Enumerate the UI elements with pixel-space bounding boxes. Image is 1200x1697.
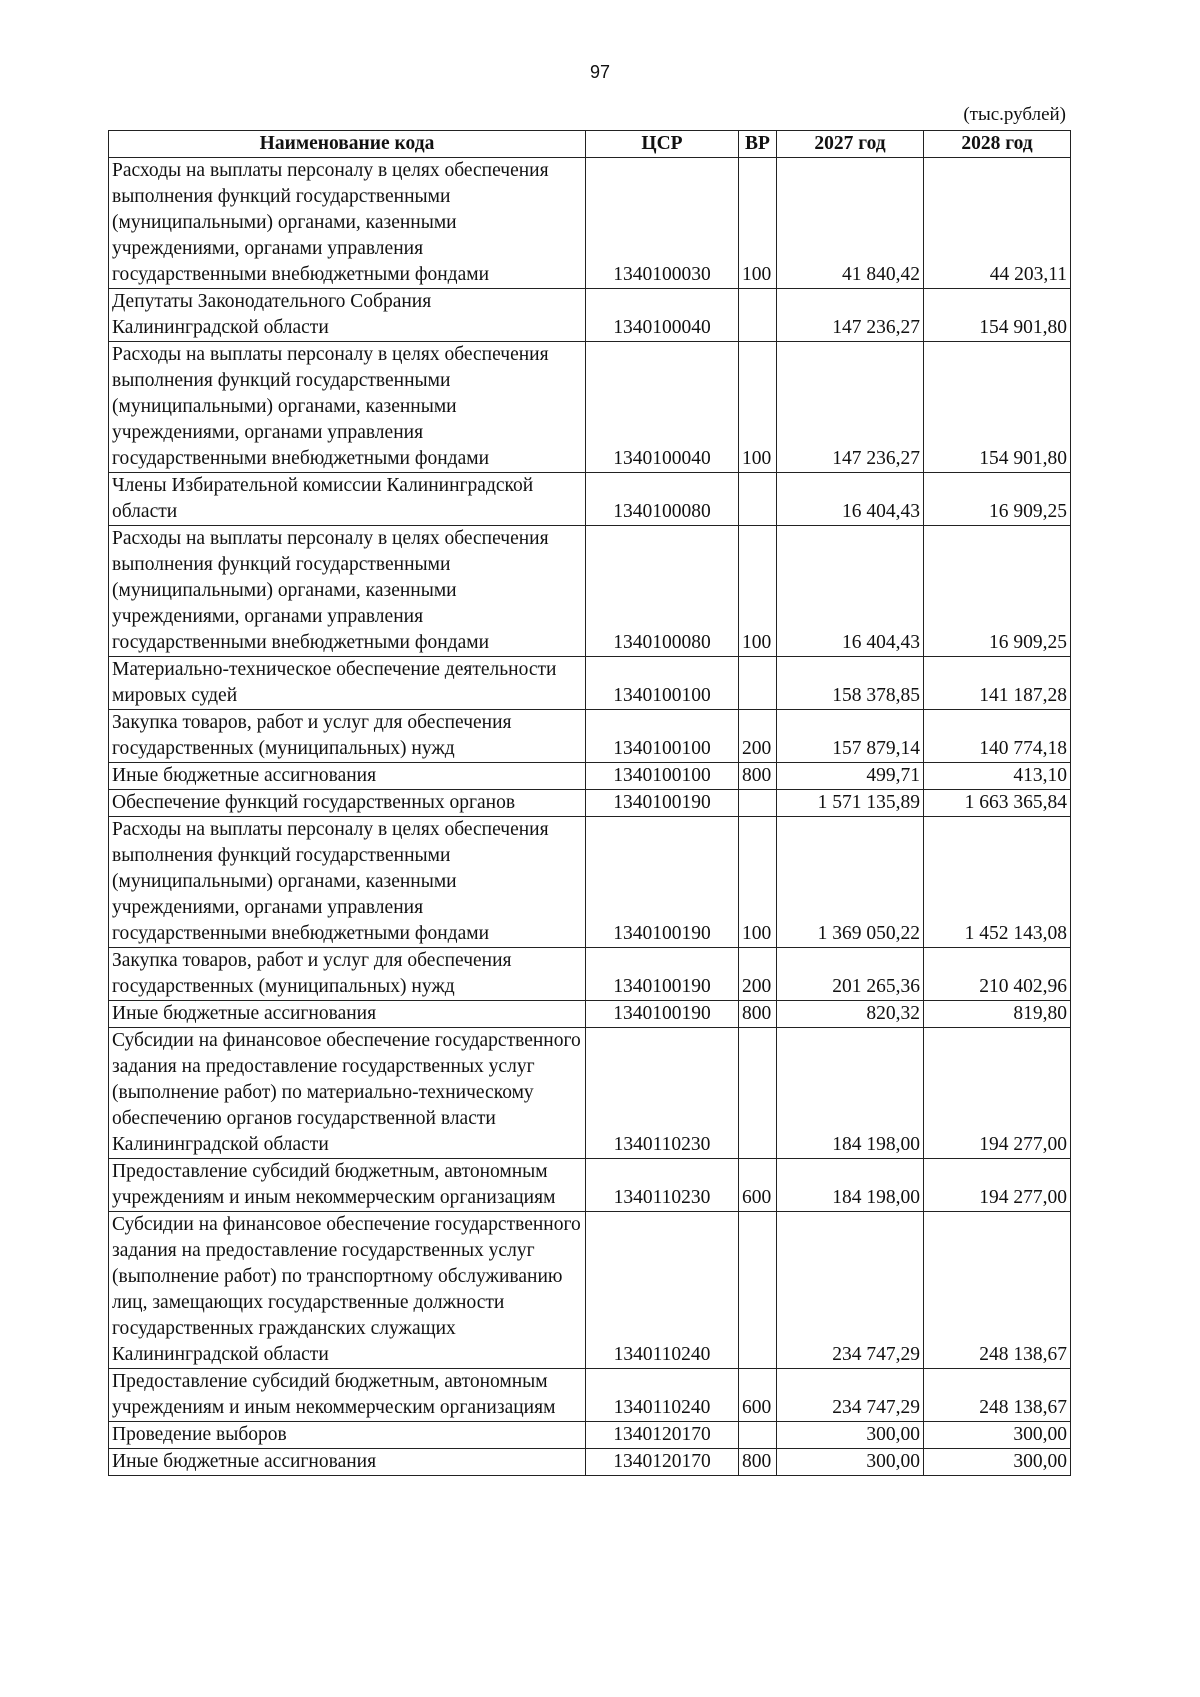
- header-row: [109, 131, 1071, 158]
- cell-vr: [739, 790, 777, 817]
- table-row: [109, 289, 1071, 342]
- cell-2027: 184 198,00: [777, 1159, 924, 1212]
- table-row: [109, 1422, 1071, 1449]
- cell-vr: 100: [739, 158, 777, 289]
- cell-vr: 800: [739, 1449, 777, 1476]
- cell-csr: 1340100040: [586, 342, 739, 473]
- cell-2028: 141 187,28: [924, 657, 1071, 710]
- table-row: [109, 657, 1071, 710]
- cell-2028: 210 402,96: [924, 948, 1071, 1001]
- table-row: [109, 1212, 1071, 1369]
- cell-2028: 154 901,80: [924, 289, 1071, 342]
- cell-csr: 1340100080: [586, 526, 739, 657]
- cell-csr: 1340100190: [586, 1001, 739, 1028]
- cell-2027: 300,00: [777, 1449, 924, 1476]
- cell-name: Субсидии на финансовое обеспечение государственного задания на предоставление государственных услуг (выполнение работ) по транспортному обслуживанию лиц, замещающих государственные должности государственных гражданских служащих Калининградской области: [109, 1212, 586, 1369]
- cell-2028: 154 901,80: [924, 342, 1071, 473]
- cell-2028: 16 909,25: [924, 473, 1071, 526]
- cell-csr: 1340110240: [586, 1212, 739, 1369]
- table-row: [109, 473, 1071, 526]
- cell-2027: 1 571 135,89: [777, 790, 924, 817]
- table-row: [109, 342, 1071, 473]
- cell-name: Расходы на выплаты персоналу в целях обеспечения выполнения функций государственными (муниципальными) органами, казенными учреждениями, органами управления государственными внебюджетными фондами: [109, 342, 586, 473]
- cell-2028: 248 138,67: [924, 1369, 1071, 1422]
- cell-2028: 1 663 365,84: [924, 790, 1071, 817]
- cell-2027: 41 840,42: [777, 158, 924, 289]
- cell-name: Иные бюджетные ассигнования: [109, 1001, 586, 1028]
- cell-2027: 147 236,27: [777, 342, 924, 473]
- cell-vr: 800: [739, 1001, 777, 1028]
- cell-name: Закупка товаров, работ и услуг для обеспечения государственных (муниципальных) нужд: [109, 948, 586, 1001]
- cell-2028: 413,10: [924, 763, 1071, 790]
- cell-csr: 1340100030: [586, 158, 739, 289]
- table-row: [109, 790, 1071, 817]
- cell-vr: 600: [739, 1159, 777, 1212]
- cell-name: Проведение выборов: [109, 1422, 586, 1449]
- table-body: [109, 158, 1071, 1476]
- table-row: [109, 158, 1071, 289]
- cell-name: Предоставление субсидий бюджетным, автономным учреждениям и иным некоммерческим организациям: [109, 1159, 586, 1212]
- cell-csr: 1340100190: [586, 817, 739, 948]
- header-csr: ЦСР: [586, 131, 739, 158]
- cell-vr: [739, 1212, 777, 1369]
- header-name: Наименование кода: [109, 131, 586, 158]
- cell-2027: 16 404,43: [777, 526, 924, 657]
- cell-csr: 1340100190: [586, 790, 739, 817]
- cell-csr: 1340100080: [586, 473, 739, 526]
- cell-name: Обеспечение функций государственных органов: [109, 790, 586, 817]
- cell-vr: 800: [739, 763, 777, 790]
- cell-name: Члены Избирательной комиссии Калининградской области: [109, 473, 586, 526]
- cell-vr: 200: [739, 948, 777, 1001]
- table-row: [109, 1001, 1071, 1028]
- cell-vr: [739, 473, 777, 526]
- cell-2028: 44 203,11: [924, 158, 1071, 289]
- cell-2027: 820,32: [777, 1001, 924, 1028]
- table-row: [109, 1449, 1071, 1476]
- cell-2027: 16 404,43: [777, 473, 924, 526]
- cell-2028: 300,00: [924, 1449, 1071, 1476]
- cell-csr: 1340110240: [586, 1369, 739, 1422]
- cell-csr: 1340120170: [586, 1449, 739, 1476]
- cell-2028: 248 138,67: [924, 1212, 1071, 1369]
- cell-name: Расходы на выплаты персоналу в целях обеспечения выполнения функций государственными (муниципальными) органами, казенными учреждениями, органами управления государственными внебюджетными фондами: [109, 817, 586, 948]
- cell-name: Закупка товаров, работ и услуг для обеспечения государственных (муниципальных) нужд: [109, 710, 586, 763]
- cell-2027: 201 265,36: [777, 948, 924, 1001]
- cell-2027: 184 198,00: [777, 1028, 924, 1159]
- cell-vr: [739, 657, 777, 710]
- cell-2027: 157 879,14: [777, 710, 924, 763]
- table-row: [109, 763, 1071, 790]
- cell-2027: 158 378,85: [777, 657, 924, 710]
- table-row: [109, 817, 1071, 948]
- cell-2028: 16 909,25: [924, 526, 1071, 657]
- cell-name: Иные бюджетные ассигнования: [109, 1449, 586, 1476]
- header-2027: 2027 год: [777, 131, 924, 158]
- cell-vr: [739, 1028, 777, 1159]
- page-number: 97: [589, 62, 611, 82]
- header-2028: 2028 год: [924, 131, 1071, 158]
- cell-vr: 100: [739, 526, 777, 657]
- cell-csr: 1340110230: [586, 1028, 739, 1159]
- cell-2028: 1 452 143,08: [924, 817, 1071, 948]
- cell-vr: [739, 1422, 777, 1449]
- units-label: (тыс.рублей): [963, 104, 1066, 125]
- table-row: [109, 948, 1071, 1001]
- cell-2028: 194 277,00: [924, 1159, 1071, 1212]
- cell-name: Субсидии на финансовое обеспечение государственного задания на предоставление государственных услуг (выполнение работ) по материально-техническому обеспечению органов государственной власти Калининградской области: [109, 1028, 586, 1159]
- cell-csr: 1340100190: [586, 948, 739, 1001]
- cell-2028: 140 774,18: [924, 710, 1071, 763]
- cell-csr: 1340100100: [586, 710, 739, 763]
- cell-vr: 200: [739, 710, 777, 763]
- table-row: [109, 1159, 1071, 1212]
- budget-table: [108, 130, 1071, 1476]
- cell-2027: 1 369 050,22: [777, 817, 924, 948]
- cell-name: Иные бюджетные ассигнования: [109, 763, 586, 790]
- table-row: [109, 526, 1071, 657]
- cell-name: Депутаты Законодательного Собрания Калининградской области: [109, 289, 586, 342]
- cell-2028: 819,80: [924, 1001, 1071, 1028]
- cell-2027: 147 236,27: [777, 289, 924, 342]
- cell-name: Материально-техническое обеспечение деятельности мировых судей: [109, 657, 586, 710]
- cell-name: Расходы на выплаты персоналу в целях обеспечения выполнения функций государственными (муниципальными) органами, казенными учреждениями, органами управления государственными внебюджетными фондами: [109, 526, 586, 657]
- cell-name: Предоставление субсидий бюджетным, автономным учреждениям и иным некоммерческим организациям: [109, 1369, 586, 1422]
- table-row: [109, 1369, 1071, 1422]
- cell-vr: 600: [739, 1369, 777, 1422]
- table-row: [109, 1028, 1071, 1159]
- cell-name: Расходы на выплаты персоналу в целях обеспечения выполнения функций государственными (муниципальными) органами, казенными учреждениями, органами управления государственными внебюджетными фондами: [109, 158, 586, 289]
- header-vr: ВР: [739, 131, 777, 158]
- table-row: [109, 710, 1071, 763]
- cell-csr: 1340120170: [586, 1422, 739, 1449]
- cell-csr: 1340100100: [586, 763, 739, 790]
- cell-vr: [739, 289, 777, 342]
- cell-vr: 100: [739, 817, 777, 948]
- cell-2027: 234 747,29: [777, 1369, 924, 1422]
- cell-2027: 499,71: [777, 763, 924, 790]
- cell-csr: 1340100040: [586, 289, 739, 342]
- cell-csr: 1340100100: [586, 657, 739, 710]
- cell-2027: 300,00: [777, 1422, 924, 1449]
- cell-2028: 194 277,00: [924, 1028, 1071, 1159]
- cell-csr: 1340110230: [586, 1159, 739, 1212]
- cell-vr: 100: [739, 342, 777, 473]
- cell-2027: 234 747,29: [777, 1212, 924, 1369]
- cell-2028: 300,00: [924, 1422, 1071, 1449]
